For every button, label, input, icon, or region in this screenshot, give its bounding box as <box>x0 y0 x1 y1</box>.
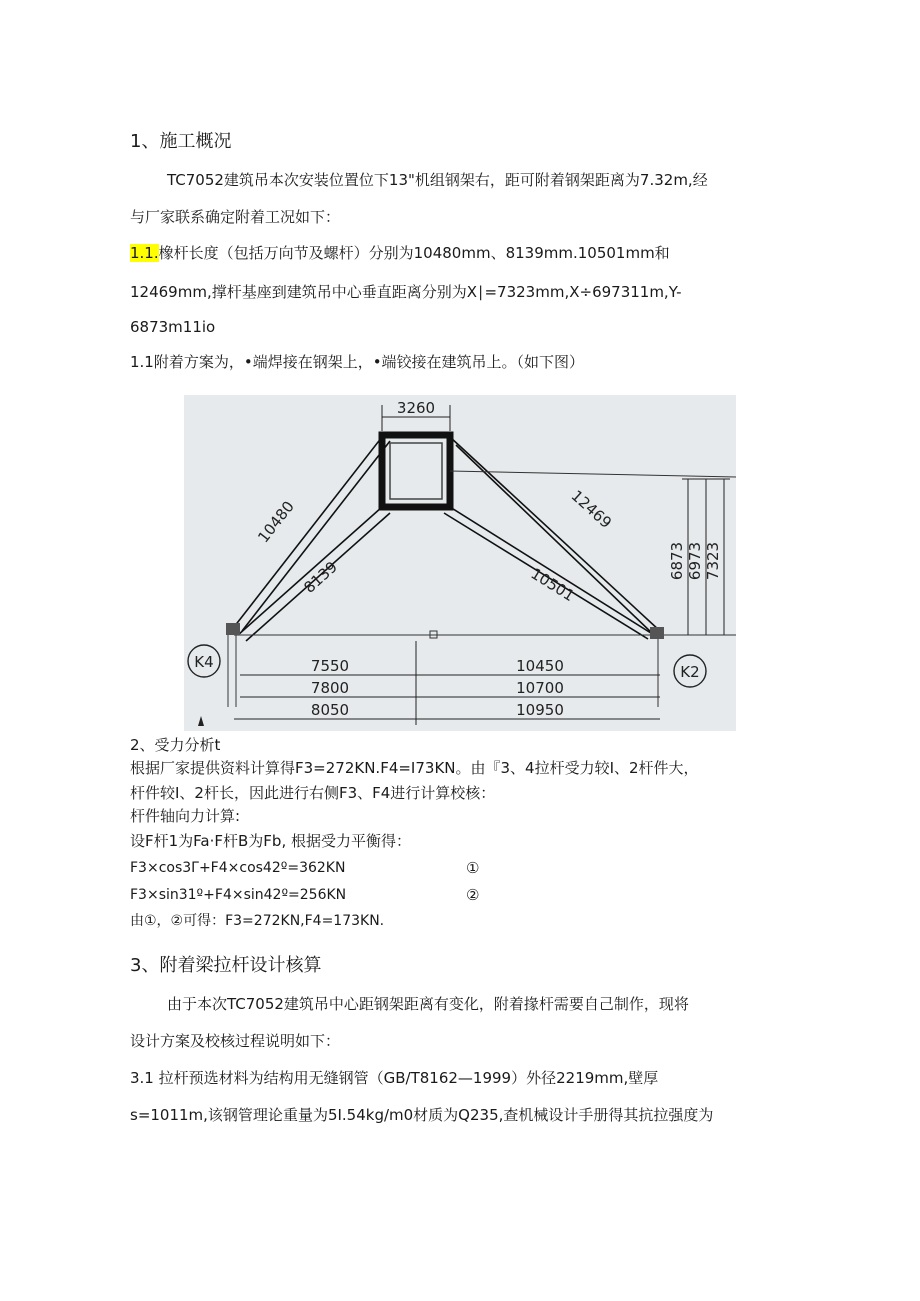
up-arrow-icon <box>198 716 204 726</box>
item-1-1-number: 1.1. <box>130 244 159 262</box>
item-1-1b-text: 1.1附着方案为，•端焊接在钢架上，•端铰接在建筑吊上。（如下图） <box>130 353 585 371</box>
equation-2: F3×sin31º+F4×sin42º=256KN <box>130 887 347 903</box>
section-1-para-line-2: 与厂家联系确定附着工况如下： <box>130 208 341 226</box>
section-3-para-line-2: 设计方案及校核过程说明如下： <box>130 1032 341 1050</box>
section-3-heading: 3、附着梁拉杆设计核算 <box>130 955 322 976</box>
equation-1: F3×cos3Γ+F4×cos42º=362KN <box>130 860 346 876</box>
equation-2-mark: ② <box>466 886 480 904</box>
item-1-1-line-1 <box>130 243 670 263</box>
section-1-para-line-1: TC7052建筑吊本次安装位置位下13"机组钢架右，距可附着钢架距离为7.32m,经 <box>167 171 708 189</box>
dim-left-short: 8139 <box>300 557 341 597</box>
item-1-1-text: 橡杆长度（包括万向节及螺杆）分别为10480mm、8139mm.10501mm和 <box>158 244 670 262</box>
dim-bottom-left-3: 8050 <box>310 701 350 719</box>
item-1-1-line-3: 6873m11io <box>130 318 216 336</box>
dim-bottom-left-1: 7550 <box>310 657 350 675</box>
anchor-k2-label: K2 <box>680 663 700 681</box>
section-2-line-3: 杆件轴向力计算: <box>130 807 241 825</box>
dim-height-1: 6873 <box>668 541 686 581</box>
dim-right-short: 10501 <box>527 564 578 606</box>
item-3-1-line-2: s=1011m,该钢管理论重量为5I.54kg/m0材质为Q235,查机械设计手册得其抗拉强度为 <box>130 1106 714 1124</box>
dim-top-width: 3260 <box>396 399 436 417</box>
section-2-heading: 2、受力分析t <box>130 736 221 754</box>
section-2-result: 由①，②可得：F3=272KN,F4=173KN. <box>130 913 385 929</box>
attachment-diagram <box>184 395 736 731</box>
dim-bottom-right-3: 10950 <box>516 701 564 719</box>
dim-height-3: 7323 <box>704 541 722 581</box>
dim-bottom-right-1: 10450 <box>516 657 564 675</box>
item-3-1-line-1: 3.1 拉杆预选材料为结构用无缝钢管（GB/T8162—1999）外径2219mm,壁厚 <box>130 1069 659 1087</box>
section-2-line-2: 杆件较I、2杆长，因此进行右侧F3、F4进行计算校核： <box>130 784 496 802</box>
dim-left-long: 10480 <box>254 497 298 547</box>
section-2-line-4: 设F杆1为Fa·F杆B为Fb, 根据受力平衡得： <box>130 832 411 850</box>
section-3-para-line-1: 由于本次TC7052建筑吊中心距钢架距离有变化，附着掾杆需要自己制作，现将 <box>167 995 689 1013</box>
dim-bottom-left-2: 7800 <box>310 679 350 697</box>
section-2-line-1: 根据厂家提供资料计算得F3=272KN.F4=I73KN。由『3、4拉杆受力较I、2杆件大， <box>130 759 699 777</box>
item-1-1-line-2: 12469mm,撑杆基座到建筑吊中心垂直距离分别为X∣=7323mm,X÷697311m,Y- <box>130 283 682 301</box>
dim-right-long: 12469 <box>567 486 616 532</box>
section-1-heading: 1、施工概况 <box>130 131 232 152</box>
equation-1-mark: ① <box>466 859 480 877</box>
anchor-k4-label: K4 <box>194 653 214 671</box>
dim-height-2: 6973 <box>686 541 704 581</box>
dim-bottom-right-2: 10700 <box>516 679 564 697</box>
